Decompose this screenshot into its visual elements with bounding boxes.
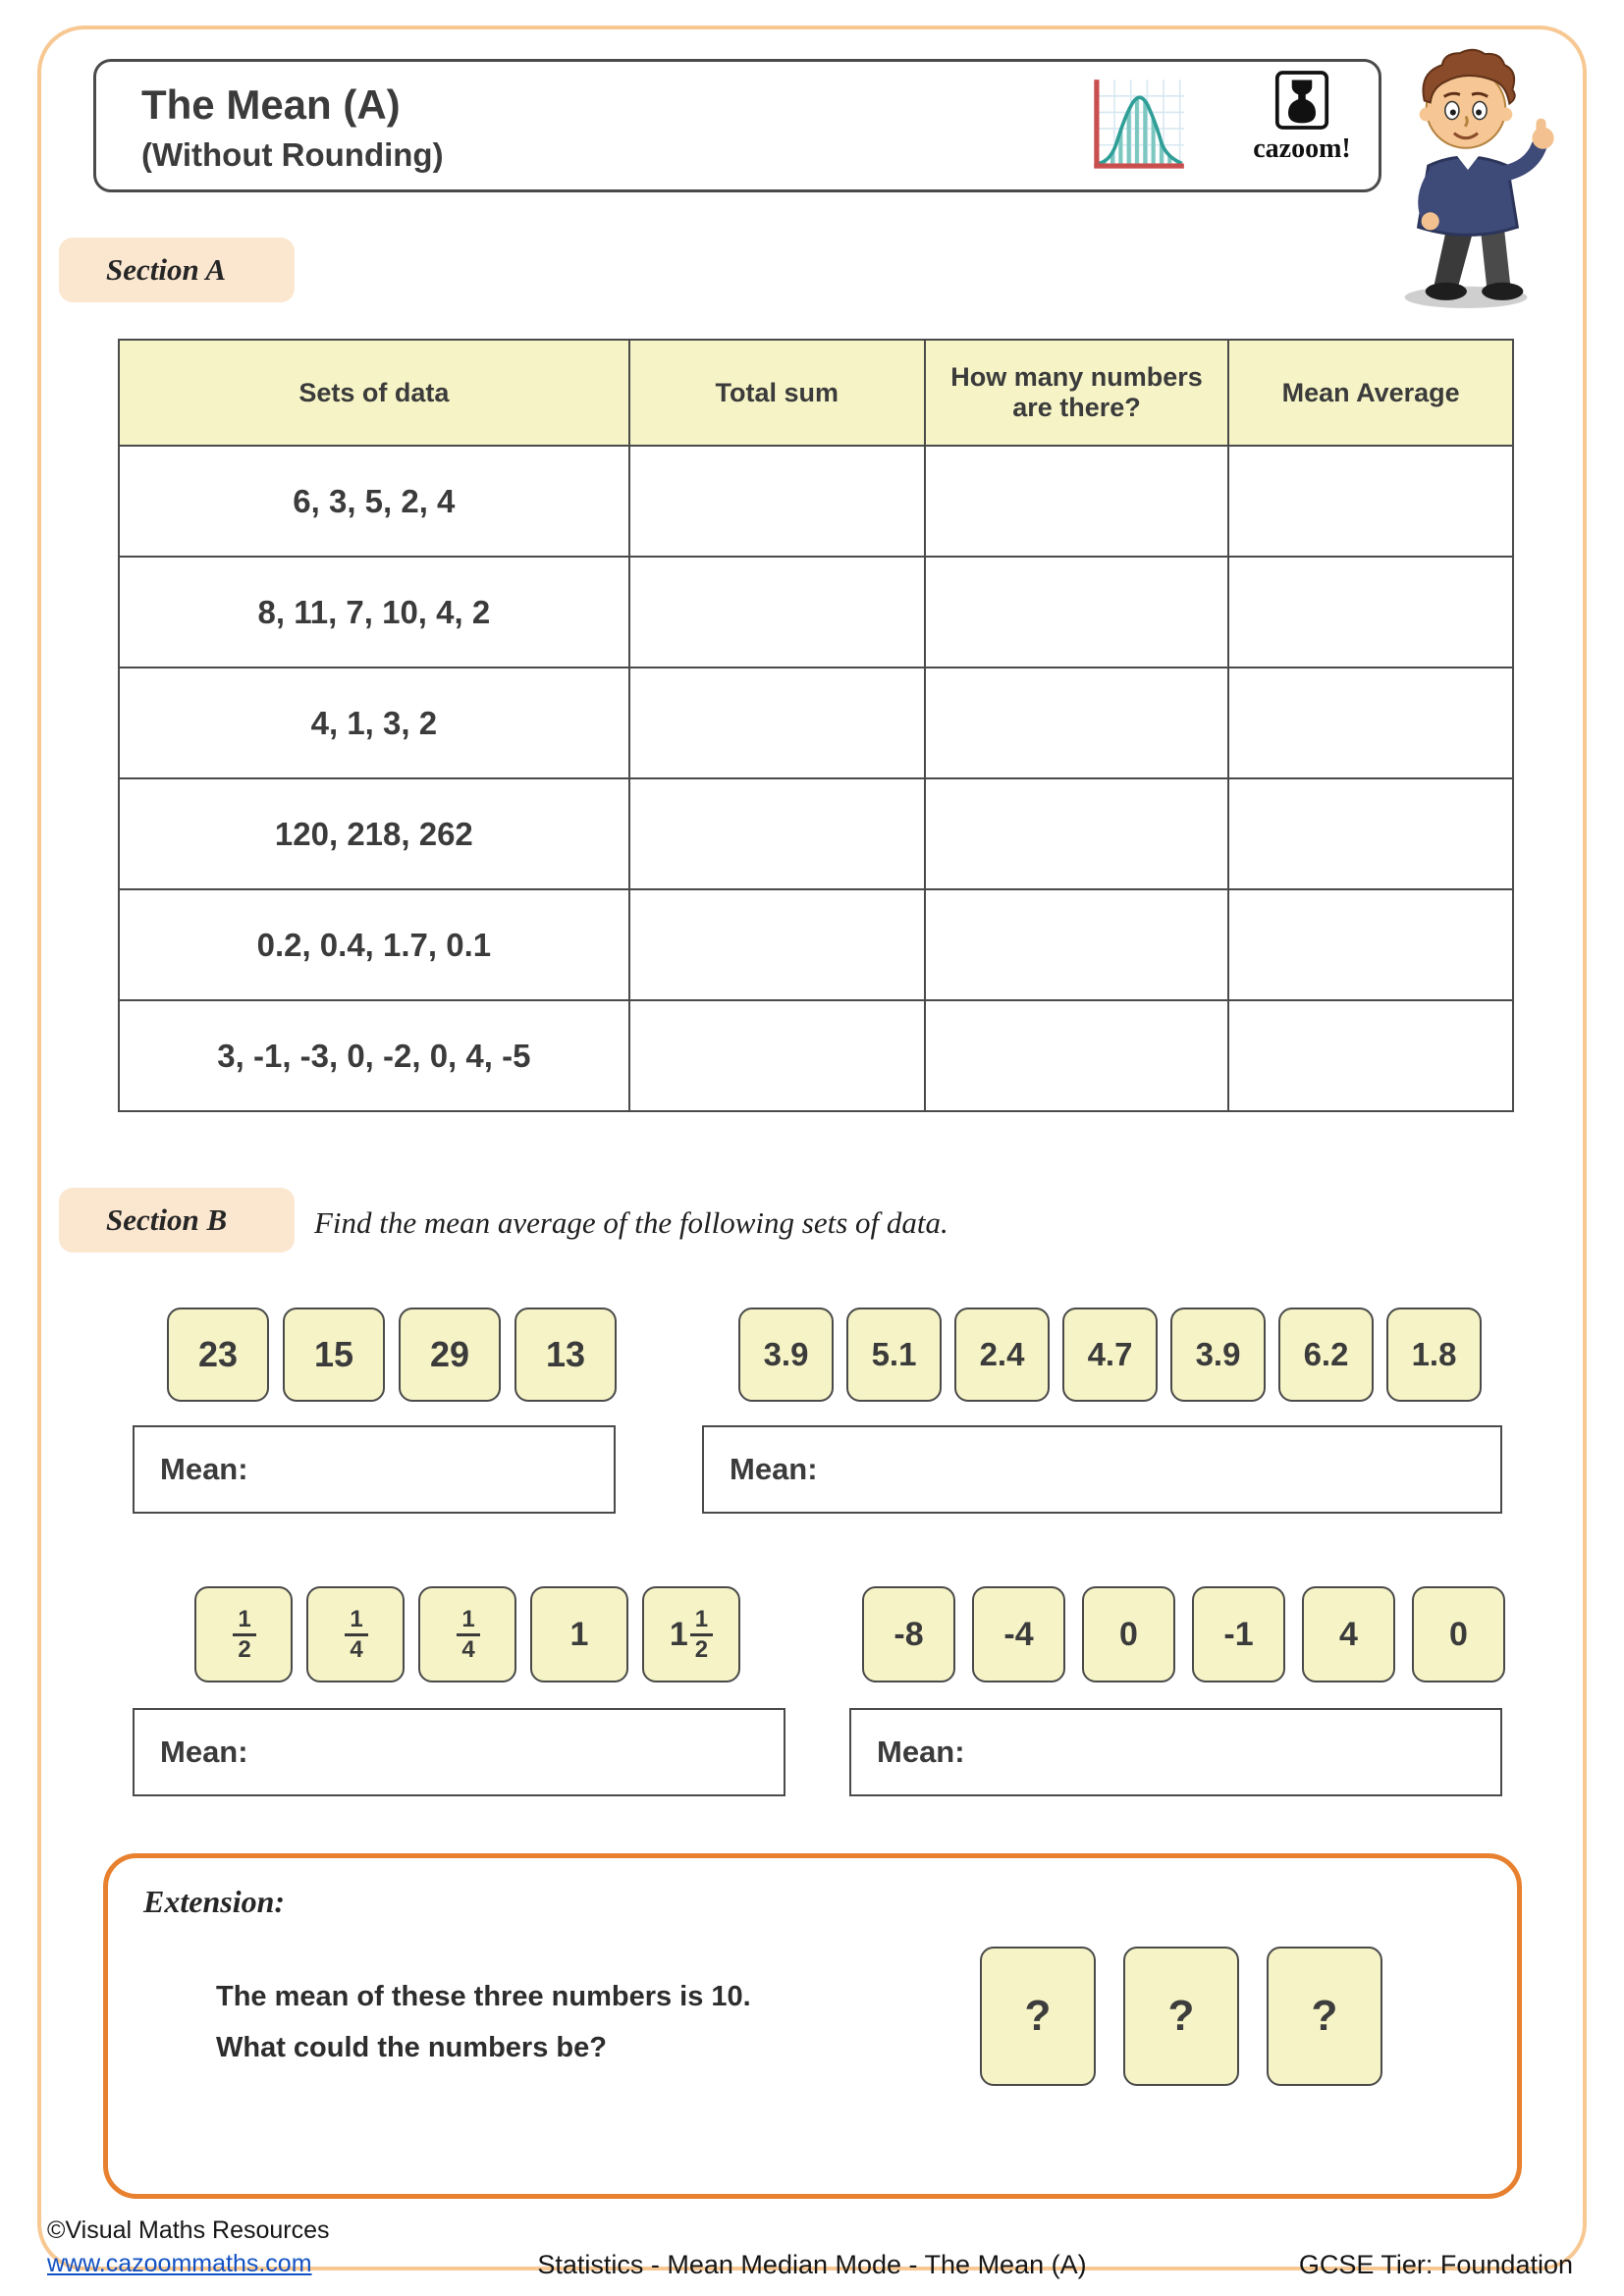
fraction-card bbox=[530, 1586, 628, 1682]
histogram-icon bbox=[1086, 76, 1188, 178]
number-card: 0 bbox=[1082, 1586, 1175, 1682]
numerator: 1 bbox=[690, 1607, 713, 1635]
number-card: 4.7 bbox=[1062, 1308, 1158, 1402]
mean-answer-box-4 bbox=[849, 1708, 1502, 1796]
number-card: 13 bbox=[514, 1308, 617, 1402]
mystery-number-card: ? bbox=[980, 1947, 1096, 2086]
number-card: -4 bbox=[972, 1586, 1065, 1682]
col-header-how-many: How many numbers are there? bbox=[925, 340, 1229, 446]
cazoom-logo-text: cazoom! bbox=[1253, 133, 1351, 164]
count-answer-cell bbox=[925, 667, 1229, 778]
extension-box bbox=[103, 1853, 1522, 2199]
numerator: 1 bbox=[457, 1607, 479, 1635]
cazoom-logo bbox=[1233, 70, 1371, 165]
extension-label: Extension: bbox=[143, 1884, 286, 1919]
col-header-sets-of-data: Sets of data bbox=[119, 340, 629, 446]
extension-question-line-2: What could the numbers be? bbox=[216, 2032, 607, 2063]
mean-answer-cell bbox=[1228, 446, 1513, 557]
total-sum-answer-cell bbox=[629, 778, 925, 889]
cazoom-logo-icon bbox=[1274, 70, 1329, 131]
number-card: 1.8 bbox=[1386, 1308, 1482, 1402]
mean-answer-cell bbox=[1228, 667, 1513, 778]
fraction bbox=[457, 1607, 479, 1661]
col-header-mean-average: Mean Average bbox=[1228, 340, 1513, 446]
mean-label: Mean: bbox=[730, 1452, 818, 1486]
fraction-card bbox=[418, 1586, 516, 1682]
number-card: 3.9 bbox=[1170, 1308, 1266, 1402]
number-card: 4 bbox=[1302, 1586, 1395, 1682]
footer-topic-text: Statistics - Mean Median Mode - The Mean (A) bbox=[537, 2250, 1087, 2279]
mean-label: Mean: bbox=[877, 1735, 965, 1769]
denominator: 2 bbox=[694, 1635, 709, 1663]
fraction bbox=[690, 1607, 713, 1661]
extension-card-group bbox=[980, 1947, 1382, 2086]
mean-answer-cell bbox=[1228, 557, 1513, 667]
whole-number: 1 bbox=[569, 1615, 589, 1653]
numerator: 1 bbox=[345, 1607, 367, 1635]
table-row bbox=[119, 889, 1513, 1000]
number-card: 15 bbox=[283, 1308, 385, 1402]
mean-answer-cell bbox=[1228, 778, 1513, 889]
extension-question-line-1: The mean of these three numbers is 10. bbox=[216, 1981, 751, 2012]
count-answer-cell bbox=[925, 557, 1229, 667]
count-answer-cell bbox=[925, 1000, 1229, 1111]
total-sum-answer-cell bbox=[629, 667, 925, 778]
table-row bbox=[119, 557, 1513, 667]
numerator: 1 bbox=[233, 1607, 255, 1635]
total-sum-answer-cell bbox=[629, 446, 925, 557]
mean-answer-box-3 bbox=[133, 1708, 785, 1796]
footer-tier-text: GCSE Tier: Foundation bbox=[1298, 2250, 1573, 2279]
number-card-group-1 bbox=[167, 1308, 617, 1402]
mean-label: Mean: bbox=[160, 1735, 248, 1769]
number-card: -1 bbox=[1192, 1586, 1285, 1682]
whole-number: 1 bbox=[669, 1615, 688, 1653]
copyright-text: ©Visual Maths Resources bbox=[47, 2216, 330, 2244]
page-title: The Mean (A) bbox=[141, 81, 401, 128]
data-set-cell: 4, 1, 3, 2 bbox=[119, 667, 629, 778]
mean-answer-cell bbox=[1228, 889, 1513, 1000]
number-card-group-4 bbox=[862, 1586, 1505, 1682]
website-link[interactable]: www.cazoommaths.com bbox=[47, 2250, 312, 2277]
fraction-card bbox=[194, 1586, 293, 1682]
header bbox=[93, 59, 1381, 192]
denominator: 4 bbox=[461, 1635, 475, 1663]
mystery-number-card: ? bbox=[1123, 1947, 1239, 2086]
number-card: 0 bbox=[1412, 1586, 1505, 1682]
fraction bbox=[345, 1607, 367, 1661]
number-card: 23 bbox=[167, 1308, 269, 1402]
data-set-cell: 3, -1, -3, 0, -2, 0, 4, -5 bbox=[119, 1000, 629, 1111]
section-b-label: Section B bbox=[59, 1188, 295, 1253]
section-a-label: Section A bbox=[59, 238, 295, 302]
count-answer-cell bbox=[925, 778, 1229, 889]
mean-answer-cell bbox=[1228, 1000, 1513, 1111]
number-card: 5.1 bbox=[846, 1308, 942, 1402]
number-card: 3.9 bbox=[738, 1308, 834, 1402]
mean-label: Mean: bbox=[160, 1452, 248, 1486]
data-set-cell: 0.2, 0.4, 1.7, 0.1 bbox=[119, 889, 629, 1000]
table-row bbox=[119, 1000, 1513, 1111]
section-a-table bbox=[118, 339, 1514, 1112]
table-row bbox=[119, 446, 1513, 557]
mystery-number-card: ? bbox=[1267, 1947, 1382, 2086]
table-row bbox=[119, 778, 1513, 889]
count-answer-cell bbox=[925, 889, 1229, 1000]
data-set-cell: 120, 218, 262 bbox=[119, 778, 629, 889]
number-card-group-2 bbox=[738, 1308, 1482, 1402]
col-header-total-sum: Total sum bbox=[629, 340, 925, 446]
data-set-cell: 8, 11, 7, 10, 4, 2 bbox=[119, 557, 629, 667]
number-card: 29 bbox=[399, 1308, 501, 1402]
number-card: 6.2 bbox=[1278, 1308, 1374, 1402]
table-header-row bbox=[119, 340, 1513, 446]
fraction-card-group bbox=[194, 1586, 740, 1682]
mean-answer-box-1 bbox=[133, 1425, 616, 1514]
number-card: 2.4 bbox=[954, 1308, 1050, 1402]
total-sum-answer-cell bbox=[629, 1000, 925, 1111]
denominator: 2 bbox=[238, 1635, 251, 1663]
section-b-instruction: Find the mean average of the following sets of data. bbox=[314, 1205, 948, 1240]
fraction-card bbox=[306, 1586, 405, 1682]
denominator: 4 bbox=[350, 1635, 363, 1663]
cartoon-boy-mascot bbox=[1367, 37, 1575, 314]
total-sum-answer-cell bbox=[629, 889, 925, 1000]
page-subtitle: (Without Rounding) bbox=[141, 136, 444, 173]
count-answer-cell bbox=[925, 446, 1229, 557]
fraction-card bbox=[642, 1586, 740, 1682]
fraction bbox=[233, 1607, 255, 1661]
mean-answer-box-2 bbox=[702, 1425, 1502, 1514]
table-row bbox=[119, 667, 1513, 778]
data-set-cell: 6, 3, 5, 2, 4 bbox=[119, 446, 629, 557]
number-card: -8 bbox=[862, 1586, 955, 1682]
total-sum-answer-cell bbox=[629, 557, 925, 667]
